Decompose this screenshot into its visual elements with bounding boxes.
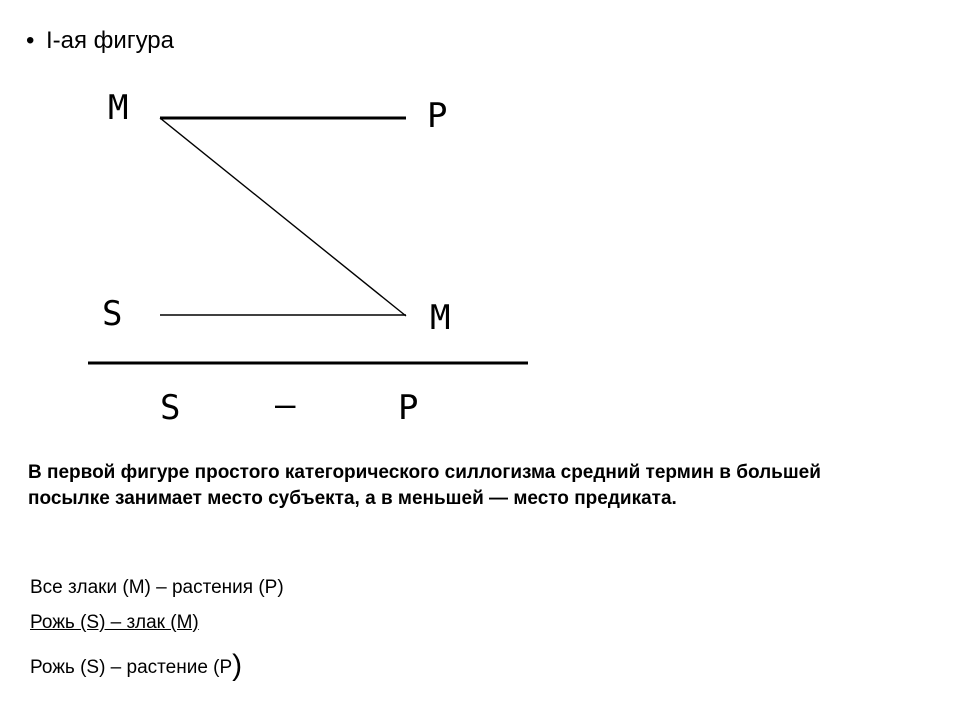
example-conclusion-close-paren: ): [232, 649, 243, 682]
title-text: I-ая фигура: [46, 27, 175, 54]
minor-subject-term-label: S: [102, 294, 123, 334]
conclusion-subject-term-label: S: [160, 388, 181, 428]
bullet-icon: •: [26, 27, 35, 54]
major-middle-term-label: M: [108, 88, 129, 128]
middle-term-connector-line: [160, 118, 406, 316]
conclusion-predicate-term-label: P: [398, 388, 419, 428]
conclusion-dash-label: –: [275, 385, 296, 425]
major-predicate-term-label: P: [427, 96, 448, 136]
example-conclusion: [30, 649, 243, 682]
example-major-premise: Все злаки (М) – растения (Р): [30, 577, 284, 598]
figure-description: В первой фигуре простого категорического силлогизма средний термин в большей посылке занимает место субъекта, а в меньшей — место предиката.: [28, 462, 821, 509]
example-minor-premise: Рожь (S) – злак (М): [30, 612, 199, 633]
minor-middle-term-label: M: [430, 298, 451, 338]
example-conclusion-text: Рожь (S) – растение (Р: [30, 657, 233, 678]
